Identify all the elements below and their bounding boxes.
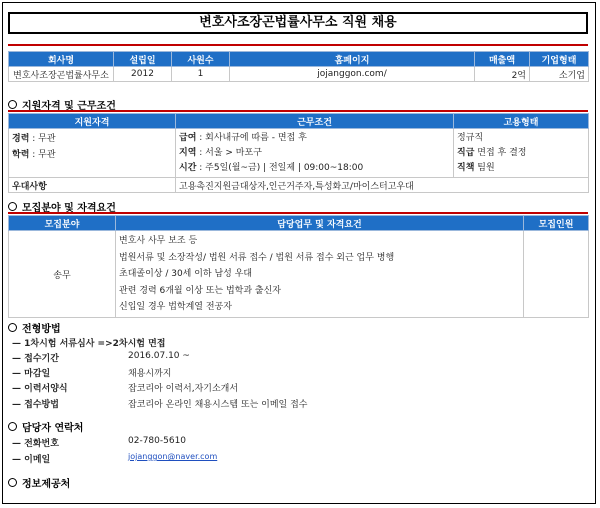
employee-count: 1	[172, 67, 230, 82]
process-row-label: — 이력서양식	[12, 384, 68, 394]
section-process-title: 전형방법	[22, 324, 61, 335]
header-employment-type: 고용형태	[454, 114, 589, 129]
region-value: : 서울 > 마포구	[199, 148, 262, 158]
duty-value: 팀원	[477, 163, 495, 173]
region-line	[179, 146, 450, 161]
duty-item: 변호사 사무 보조 등	[119, 236, 198, 246]
section-info-title: 정보제공처	[22, 479, 71, 490]
salary-label: 급여	[179, 133, 197, 143]
qualifications-table	[8, 113, 589, 193]
rank-value: 면접 후 결정	[477, 148, 527, 158]
duty-label: 직책	[457, 163, 475, 173]
page-title: 변호사조장곤법률사무소 직원 채용	[8, 12, 588, 34]
header-count: 모집인원	[524, 216, 589, 231]
header-company-name: 회사명	[9, 52, 114, 67]
region-label: 지역	[179, 148, 197, 158]
education-value: : 무관	[32, 150, 56, 160]
header-qualification: 지원자격	[9, 114, 176, 129]
circle-bullet-icon	[8, 478, 17, 487]
process-row-value: 2016.07.10 ~	[128, 351, 190, 361]
process-row-label: — 접수기간	[12, 354, 59, 364]
section-contact	[8, 419, 83, 434]
career-label: 경력	[12, 134, 30, 144]
email-label: — 이메일	[12, 455, 51, 465]
process-steps: — 1차시험 서류심사 =>2차시험 면접	[12, 339, 166, 349]
revenue: 2억	[475, 67, 530, 82]
header-conditions: 근무조건	[176, 114, 454, 129]
employment-cell	[454, 129, 589, 178]
recruit-table	[8, 215, 589, 318]
email-link[interactable]: jojanggon@naver.com	[128, 452, 218, 461]
company-table	[8, 51, 589, 82]
header-homepage: 홈페이지	[230, 52, 475, 67]
career-line	[12, 131, 172, 147]
header-founded: 설립일	[114, 52, 172, 67]
qualifications-red-rule	[8, 110, 588, 112]
career-value: : 무관	[32, 134, 56, 144]
process-row-value: 잡코리아 이력서,자기소개서	[128, 384, 239, 394]
section-process	[8, 320, 61, 335]
process-row-value: 채용시까지	[128, 369, 172, 379]
duty-item: 법원서류 및 소장작성/ 법원 서류 접수 / 법원 서류 접수 외근 업무 병행	[119, 252, 395, 263]
process-row-label: — 접수방법	[12, 400, 59, 410]
circle-bullet-icon	[8, 422, 17, 431]
time-line	[179, 161, 450, 176]
header-field: 모집분야	[9, 216, 116, 231]
company-type: 소기업	[530, 67, 589, 82]
founded-year: 2012	[114, 67, 172, 82]
time-label: 시간	[179, 163, 197, 173]
section-contact-title: 담당자 연락처	[22, 423, 84, 434]
salary-value: : 회사내규에 따름 - 면접 후	[199, 133, 307, 143]
section-recruit-title: 모집분야 및 자격요건	[22, 203, 116, 214]
duty-item: 관련 경력 6개월 이상 또는 법학과 출신자	[119, 285, 281, 296]
recruit-red-rule	[8, 212, 588, 214]
duty-item: 초대졸이상 / 30세 이하 남성 우대	[119, 269, 253, 279]
recruit-count	[524, 231, 589, 318]
phone-value: 02-780-5610	[128, 436, 187, 446]
header-duties: 담당업무 및 자격요건	[116, 216, 524, 231]
process-steps-text: 1차시험 서류심사 =>2차시험 면접	[24, 339, 166, 349]
rank-line	[457, 146, 585, 161]
header-employees: 사원수	[172, 52, 230, 67]
phone-label: — 전화번호	[12, 439, 59, 449]
circle-bullet-icon	[8, 100, 17, 109]
header-revenue: 매출액	[475, 52, 530, 67]
preference-label: 우대사항	[9, 178, 176, 193]
duties-cell	[116, 231, 524, 318]
circle-bullet-icon	[8, 323, 17, 332]
circle-bullet-icon	[8, 202, 17, 211]
education-label: 학력	[12, 150, 30, 160]
recruit-field: 송무	[9, 231, 116, 318]
rank-label: 직급	[457, 148, 475, 158]
homepage-link[interactable]: jojanggon.com/	[230, 67, 475, 82]
qualification-cell	[9, 129, 176, 178]
section-qualifications-title: 지원자격 및 근무조건	[22, 101, 116, 112]
process-row-label: — 마감일	[12, 369, 51, 379]
time-value: : 주5일(월~금) | 전일제 | 09:00~18:00	[199, 163, 364, 173]
education-line	[12, 147, 172, 163]
duty-line	[457, 161, 585, 176]
duty-item: 신입일 경우 법학계열 전공자	[119, 302, 232, 312]
preference-value: 고용촉진지원금대상자,인근거주자,특성화고/마이스터고우대	[176, 178, 589, 193]
conditions-cell	[176, 129, 454, 178]
section-info	[8, 475, 70, 490]
top-red-rule	[8, 44, 588, 46]
company-name: 변호사조장곤법률사무소	[9, 67, 114, 82]
header-company-type: 기업형태	[530, 52, 589, 67]
process-row-value: 잡코리아 온라인 채용시스템 또는 이메일 접수	[128, 400, 308, 410]
employment-type: 정규직	[457, 133, 484, 143]
salary-line	[179, 131, 450, 146]
